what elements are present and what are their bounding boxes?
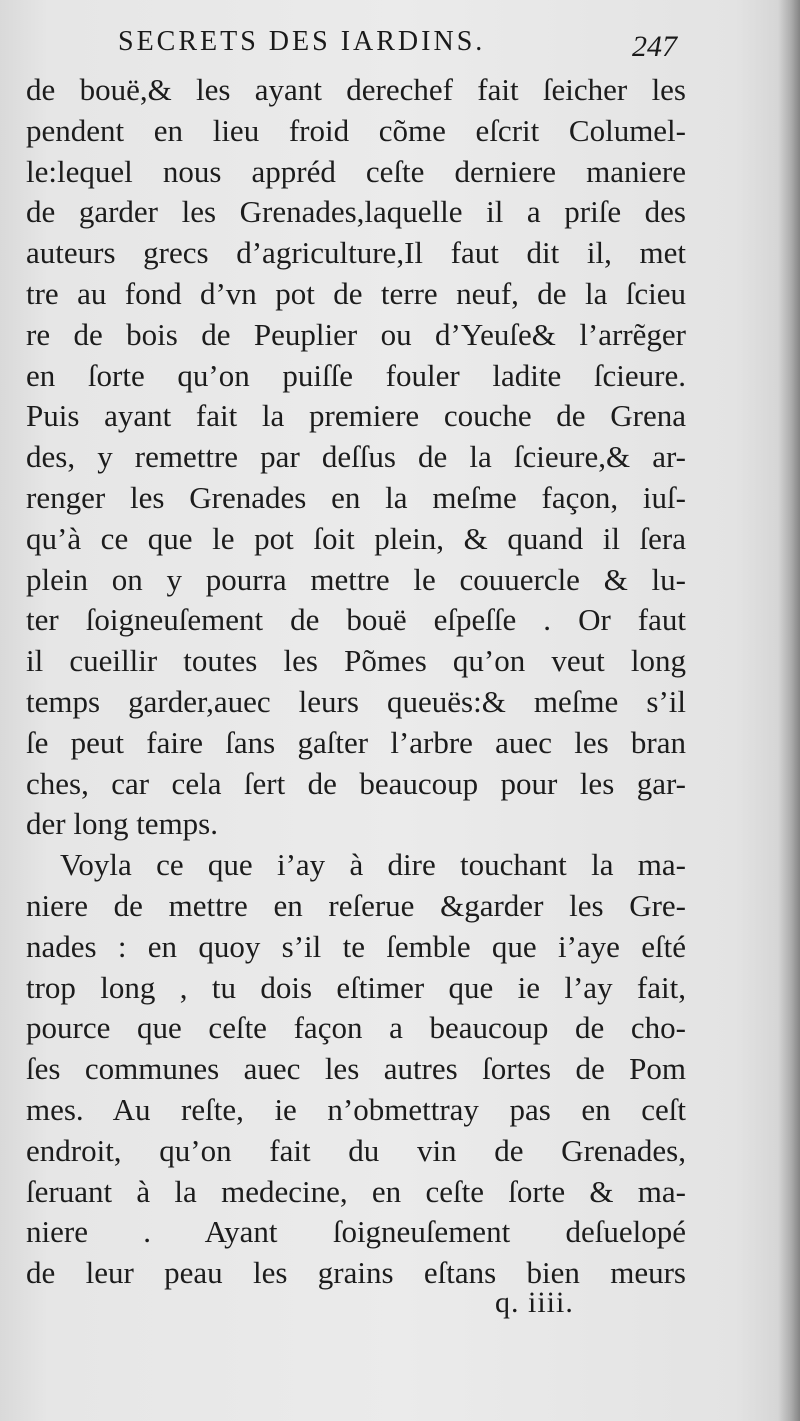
text-line: qu’à ce que le pot ſoit plein, & quand il ſera bbox=[26, 520, 686, 556]
text-line: de garder les Grenades,laquelle il a priſe des bbox=[26, 194, 686, 230]
text-line: renger les Grenades en la meſme façon, iuſ- bbox=[26, 479, 686, 515]
text-line: re de bois de Peuplier ou d’Yeuſe& l’arrẽger bbox=[26, 316, 686, 352]
text-line: auteurs grecs d’agriculture,Il faut dit il, met bbox=[26, 235, 686, 271]
text-line: nades : en quoy s’il te ſemble que i’aye eſté bbox=[26, 928, 686, 964]
paragraph-start-line: Voyla ce que i’ay à dire touchant la ma- bbox=[60, 847, 686, 883]
text-line: pendent en lieu froid cõme eſcrit Columel- bbox=[26, 112, 686, 148]
text-line: ſes communes auec les autres ſortes de Pom bbox=[26, 1051, 686, 1087]
text-line: de leur peau les grains eſtans bien meurs bbox=[26, 1255, 686, 1291]
text-line: ches, car cela ſert de beaucoup pour les gar- bbox=[26, 765, 686, 801]
text-line: trop long , tu dois eſtimer que ie l’ay fait, bbox=[26, 969, 686, 1005]
text-line: ſe peut faire ſans gaſter l’arbre auec les bran bbox=[26, 724, 686, 760]
paragraph-end-line: der long temps. bbox=[26, 806, 218, 842]
text-line: tre au fond d’vn pot de terre neuf, de la ſcieu bbox=[26, 275, 686, 311]
running-title: SECRETS DES IARDINS. bbox=[118, 26, 486, 57]
text-line: endroit, qu’on fait du vin de Grenades, bbox=[26, 1132, 686, 1168]
page-number: 247 bbox=[632, 30, 677, 63]
text-line: Puis ayant fait la premiere couche de Grena bbox=[26, 398, 686, 434]
text-line: il cueillir toutes les Põmes qu’on veut long bbox=[26, 643, 686, 679]
text-line: en ſorte qu’on puiſſe fouler ladite ſcieure. bbox=[26, 357, 686, 393]
text-line: des, y remettre par deſſus de la ſcieure,& ar- bbox=[26, 439, 686, 475]
signature-mark: q. iiii. bbox=[495, 1286, 574, 1319]
text-line: ſeruant à la medecine, en ceſte ſorte & ma- bbox=[26, 1173, 686, 1209]
text-line: niere de mettre en reſerue &garder les Gre- bbox=[26, 887, 686, 923]
text-line: pource que ceſte façon a beaucoup de cho- bbox=[26, 1010, 686, 1046]
text-line: mes. Au reſte, ie n’obmettray pas en ceſt bbox=[26, 1091, 686, 1127]
text-line: temps garder,auec leurs queuës:& meſme s’il bbox=[26, 683, 686, 719]
text-line: ter ſoigneuſement de bouë eſpeſſe . Or faut bbox=[26, 602, 686, 638]
text-line: de bouë,& les ayant derechef fait ſeicher les bbox=[26, 72, 686, 107]
body-text bbox=[26, 70, 686, 1294]
text-line: niere . Ayant ſoigneuſement deſuelopé bbox=[26, 1214, 686, 1250]
text-line: le:lequel nous appréd ceſte derniere maniere bbox=[26, 153, 686, 189]
page-edge-shadow bbox=[778, 0, 800, 1421]
text-line: plein on y pourra mettre le couuercle & lu- bbox=[26, 561, 686, 597]
